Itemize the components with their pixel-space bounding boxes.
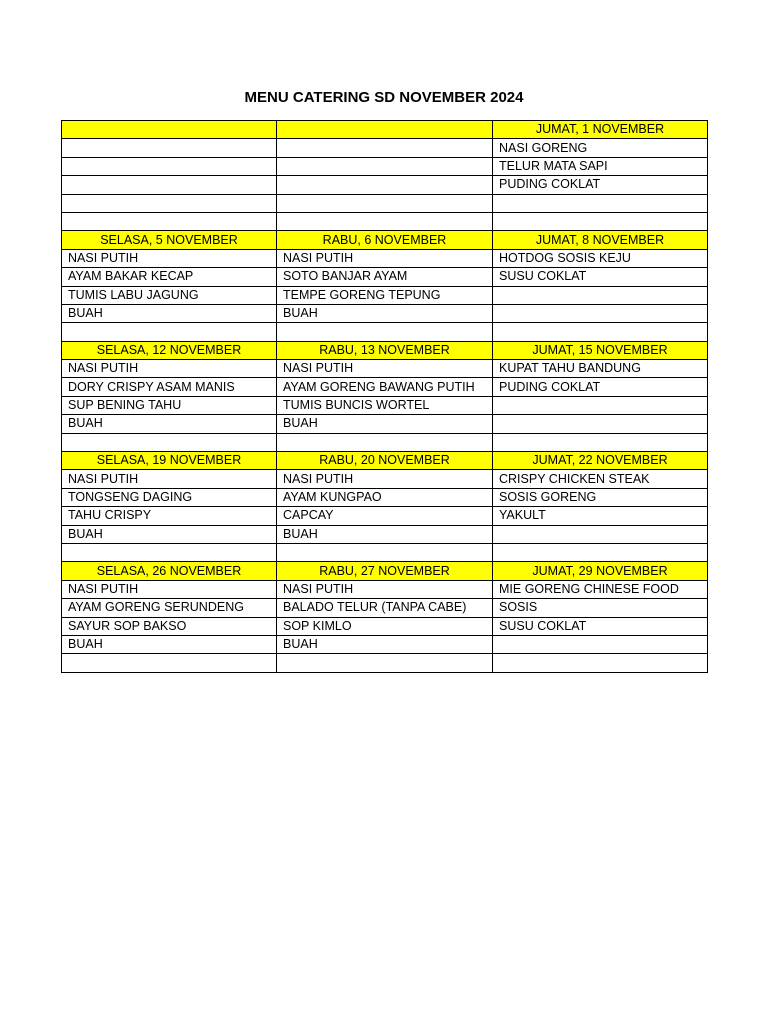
menu-item-cell: AYAM GORENG BAWANG PUTIH	[277, 378, 493, 396]
menu-item-cell: TEMPE GORENG TEPUNG	[277, 286, 493, 304]
menu-item-cell: SUP BENING TAHU	[62, 396, 277, 414]
menu-row	[62, 304, 708, 322]
menu-row	[62, 176, 708, 194]
menu-item-cell: BUAH	[62, 304, 277, 322]
menu-item-cell	[493, 194, 708, 212]
menu-item-cell	[493, 525, 708, 543]
menu-item-cell: NASI PUTIH	[277, 249, 493, 267]
menu-row	[62, 286, 708, 304]
menu-item-cell	[493, 433, 708, 451]
menu-item-cell	[493, 396, 708, 414]
menu-item-cell	[62, 323, 277, 341]
menu-row	[62, 654, 708, 672]
menu-item-cell: PUDING COKLAT	[493, 176, 708, 194]
menu-item-cell: NASI PUTIH	[277, 580, 493, 598]
menu-row	[62, 415, 708, 433]
menu-item-cell: AYAM KUNGPAO	[277, 488, 493, 506]
menu-item-cell: PUDING COKLAT	[493, 378, 708, 396]
menu-row	[62, 360, 708, 378]
menu-item-cell: SUSU COKLAT	[493, 617, 708, 635]
menu-item-cell	[277, 139, 493, 157]
menu-row	[62, 599, 708, 617]
day-header-cell: SELASA, 12 NOVEMBER	[62, 341, 277, 359]
menu-item-cell: BUAH	[277, 635, 493, 653]
menu-row	[62, 507, 708, 525]
menu-row	[62, 525, 708, 543]
menu-item-cell	[62, 194, 277, 212]
day-header-cell: SELASA, 5 NOVEMBER	[62, 231, 277, 249]
menu-item-cell: CAPCAY	[277, 507, 493, 525]
menu-item-cell: TONGSENG DAGING	[62, 488, 277, 506]
day-header-cell: SELASA, 26 NOVEMBER	[62, 562, 277, 580]
menu-item-cell: NASI PUTIH	[62, 580, 277, 598]
menu-row	[62, 139, 708, 157]
menu-item-cell: SOTO BANJAR AYAM	[277, 268, 493, 286]
menu-item-cell: SOSIS GORENG	[493, 488, 708, 506]
menu-item-cell: NASI PUTIH	[277, 470, 493, 488]
day-header-cell: JUMAT, 29 NOVEMBER	[493, 562, 708, 580]
menu-item-cell: YAKULT	[493, 507, 708, 525]
menu-item-cell: NASI GORENG	[493, 139, 708, 157]
menu-item-cell: BUAH	[277, 525, 493, 543]
menu-item-cell	[62, 139, 277, 157]
menu-item-cell: SUSU COKLAT	[493, 268, 708, 286]
menu-item-cell: HOTDOG SOSIS KEJU	[493, 249, 708, 267]
menu-item-cell: KUPAT TAHU BANDUNG	[493, 360, 708, 378]
week-header-row	[62, 341, 708, 359]
day-header-cell: RABU, 27 NOVEMBER	[277, 562, 493, 580]
week-header-row	[62, 452, 708, 470]
week-header-row	[62, 121, 708, 139]
menu-item-cell	[62, 543, 277, 561]
menu-row	[62, 433, 708, 451]
menu-row	[62, 157, 708, 175]
menu-row	[62, 488, 708, 506]
menu-item-cell	[62, 157, 277, 175]
menu-table-body	[62, 121, 708, 673]
menu-item-cell	[493, 415, 708, 433]
page-title: MENU CATERING SD NOVEMBER 2024	[244, 89, 524, 106]
menu-item-cell: SAYUR SOP BAKSO	[62, 617, 277, 635]
menu-row	[62, 249, 708, 267]
day-header-cell: RABU, 13 NOVEMBER	[277, 341, 493, 359]
menu-item-cell	[277, 212, 493, 230]
menu-row	[62, 470, 708, 488]
menu-item-cell: BALADO TELUR (TANPA CABE)	[277, 599, 493, 617]
menu-item-cell	[62, 654, 277, 672]
menu-item-cell: MIE GORENG CHINESE FOOD	[493, 580, 708, 598]
day-header-cell: SELASA, 19 NOVEMBER	[62, 452, 277, 470]
menu-item-cell: AYAM BAKAR KECAP	[62, 268, 277, 286]
menu-item-cell	[277, 433, 493, 451]
menu-row	[62, 194, 708, 212]
menu-row	[62, 635, 708, 653]
menu-item-cell: NASI PUTIH	[62, 360, 277, 378]
menu-item-cell	[277, 323, 493, 341]
menu-item-cell: TAHU CRISPY	[62, 507, 277, 525]
menu-item-cell: BUAH	[277, 304, 493, 322]
menu-item-cell: TELUR MATA SAPI	[493, 157, 708, 175]
day-header-cell: JUMAT, 22 NOVEMBER	[493, 452, 708, 470]
menu-item-cell: SOSIS	[493, 599, 708, 617]
menu-item-cell	[62, 212, 277, 230]
menu-item-cell	[277, 176, 493, 194]
day-header-cell: RABU, 20 NOVEMBER	[277, 452, 493, 470]
menu-item-cell	[493, 543, 708, 561]
menu-item-cell: CRISPY CHICKEN STEAK	[493, 470, 708, 488]
menu-item-cell	[493, 286, 708, 304]
menu-item-cell: BUAH	[277, 415, 493, 433]
menu-item-cell: BUAH	[62, 635, 277, 653]
menu-row	[62, 396, 708, 414]
menu-row	[62, 617, 708, 635]
menu-item-cell: DORY CRISPY ASAM MANIS	[62, 378, 277, 396]
menu-item-cell	[277, 194, 493, 212]
menu-item-cell: BUAH	[62, 415, 277, 433]
menu-item-cell	[493, 323, 708, 341]
day-header-cell: JUMAT, 1 NOVEMBER	[493, 121, 708, 139]
menu-item-cell	[493, 304, 708, 322]
day-header-cell	[62, 121, 277, 139]
menu-item-cell: NASI PUTIH	[62, 249, 277, 267]
menu-item-cell	[62, 176, 277, 194]
menu-item-cell	[493, 654, 708, 672]
day-header-cell: RABU, 6 NOVEMBER	[277, 231, 493, 249]
menu-row	[62, 212, 708, 230]
menu-row	[62, 323, 708, 341]
menu-row	[62, 543, 708, 561]
week-header-row	[62, 231, 708, 249]
menu-item-cell	[277, 543, 493, 561]
menu-item-cell	[277, 157, 493, 175]
menu-item-cell	[493, 635, 708, 653]
menu-item-cell	[277, 654, 493, 672]
day-header-cell: JUMAT, 8 NOVEMBER	[493, 231, 708, 249]
menu-item-cell: TUMIS LABU JAGUNG	[62, 286, 277, 304]
week-header-row	[62, 562, 708, 580]
menu-row	[62, 268, 708, 286]
catering-menu-table	[61, 120, 708, 673]
day-header-cell	[277, 121, 493, 139]
day-header-cell: JUMAT, 15 NOVEMBER	[493, 341, 708, 359]
menu-row	[62, 580, 708, 598]
menu-row	[62, 378, 708, 396]
menu-item-cell: BUAH	[62, 525, 277, 543]
menu-item-cell: TUMIS BUNCIS WORTEL	[277, 396, 493, 414]
menu-item-cell: NASI PUTIH	[62, 470, 277, 488]
menu-item-cell	[493, 212, 708, 230]
menu-item-cell	[62, 433, 277, 451]
menu-item-cell: AYAM GORENG SERUNDENG	[62, 599, 277, 617]
menu-item-cell: NASI PUTIH	[277, 360, 493, 378]
menu-item-cell: SOP KIMLO	[277, 617, 493, 635]
